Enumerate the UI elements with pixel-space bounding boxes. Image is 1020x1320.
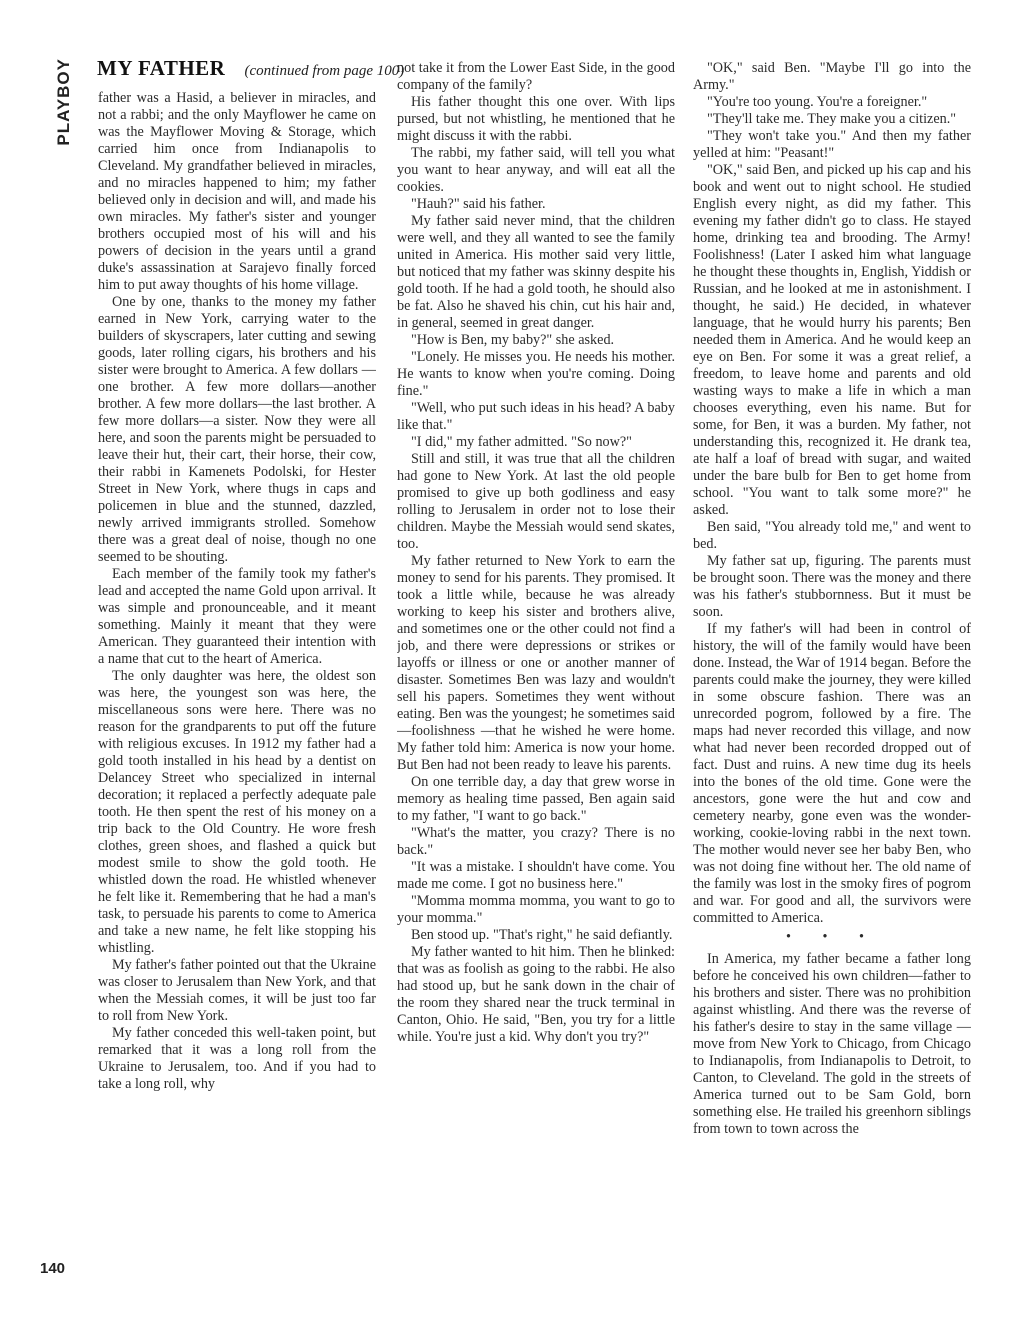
section-divider: • • • [786, 929, 878, 945]
paragraph: The rabbi, my father said, will tell you what you want to hear anyway, and will eat all the cookies. [397, 145, 675, 195]
magazine-side-label: PLAYBOY [54, 58, 73, 146]
paragraph: father was a Hasid, a believer in miracles, and not a rabbi; and the only Mayflower he came on was the Mayflower Moving & Storage, which carried him once from Indianapolis to Cleveland. My grandfather believed in miracles, and no miracles happened to him; my father believed only in decision and will, and made his own miracles. My father's sister and younger brothers occupied most of his will and his powers of decision in the years until a grand duke's assassination at Sarajevo finally forced him to put away thoughts of his home village. [98, 90, 376, 293]
paragraph: "Well, who put such ideas in his head? A baby like that." [397, 400, 675, 433]
paragraph: "What's the matter, you crazy? There is no back." [397, 825, 675, 858]
paragraph: Ben stood up. "That's right," he said defiantly. [411, 927, 673, 943]
paragraph: "It was a mistake. I shouldn't have come. You made me come. I got no business here." [397, 859, 675, 892]
paragraph: On one terrible day, a day that grew worse in memory as healing time passed, Ben again said to my father, "I want to go back." [397, 774, 675, 824]
paragraph: "Lonely. He misses you. He needs his mother. He wants to know when you're coming. Doing fine." [397, 349, 675, 399]
text-column-1 [98, 90, 376, 1276]
paragraph: "You're too young. You're a foreigner." [707, 94, 928, 110]
paragraph: "They'll take me. They make you a citizen." [707, 111, 957, 127]
paragraph: My father wanted to hit him. Then he blinked: that was as foolish as going to the rabbi. He also had stood up, but he sank down in the chair of the room they shared near the truck terminal in Canton, Ohio. He said, "Ben, you try for a little while. You're just a kid. Why don't you try?" [397, 944, 675, 1045]
paragraph: His father thought this one over. With lips pursed, but not whistling, he mentioned that he might discuss it with the rabbi. [397, 94, 675, 144]
paragraph: In America, my father became a father long before he conceived his own children—father to his brothers and sister. There was no prohibition against whistling. And there was the reverse of his father's desire to stay in the same village —move from New York to Chicago, from Chicago to Indianapolis, from Indianapolis to Detroit, to Canton, to Cleveland. The gold in the streets of America turned out to be Sam Gold, born something else. He trailed his greenhorn siblings from town to town across the [693, 951, 971, 1137]
page-number: 140 [40, 1260, 66, 1277]
paragraph: "How is Ben, my baby?" she asked. [411, 332, 615, 348]
paragraph: One by one, thanks to the money my father earned in New York, carrying water to the builders of skyscrapers, later cutting and sewing goods, later rolling cigars, his brothers and his sister were brought to America. A few dollars —one brother. A few more dollars—another brother. A few more dollars—the last brother. A few more dollars—a sister. Now they were all here, and soon the parents might be persuaded to leave their hut, their cart, their horse, their cow, their rabbi in Kamenets Podolski, for Hester Street in New York, where thugs in caps and policemen in blue and the stunned, dazzled, newly arrived immigrants strolled. Somehow there was a great deal of noise, though no one seemed to be shouting. [98, 294, 376, 565]
paragraph: If my father's will had been in control of history, the will of the family would have been done. Instead, the War of 1914 began. Before the parents could make the journey, they were killed in some obscure fashion. There was an unrecorded pogrom, followed by a fire. The maps had never recorded this village, and now what had never been recorded dropped out of fact. Dust and ruins. A new time dug its heels into the bones of the old time. Gone were the ancestors, gone were the hut and cow and cemetery nearby, gone even was the wonder-working, cookie-loving rabbi in the next town. The mother would never see her baby Ben, who was not doing fine without her. The old name of the family was lost in the smoky fires of pogrom and war. For good and all, the survivors were committed to America. [693, 621, 971, 926]
paragraph: My father sat up, figuring. The parents must be brought soon. There was the money and there was his father's stubbornness. But it must be soon. [693, 553, 971, 620]
paragraph: My father said never mind, that the children were well, and they all wanted to see the family united in America. His mother said very little, but noticed that my father was skinny despite his gold tooth. If he had a gold tooth, he should also be fat. Also he shaved his chin, cut his hair and, in general, seemed in great danger. [397, 213, 675, 331]
text-column-3 [693, 60, 971, 1276]
continued-note: (continued from page 100) [244, 63, 405, 79]
paragraph: not take it from the Lower East Side, in the good company of the family? [397, 60, 675, 93]
article-title: MY FATHER [97, 56, 226, 80]
paragraph: The only daughter was here, the oldest son was here, the youngest son was here, the miscellaneous sons were here. There was no reason for the grandparents to put off the future with religious excuses. In 1912 my father had a gold tooth installed in his head by a dentist on Delancey Street who specialized in internal decoration; it replaced a perfectly adequate pale tooth. He then spent the rest of his money on a trip back to the Old Country. He wore fresh clothes, green shoes, and flashed a quick but modest smile to show the gold tooth. He whistled down the road. He whistled whenever he felt like it. Remembering that he had a man's task, to persuade his parents to come to America and take a new name, he felt like stopping his whistling. [98, 668, 376, 956]
paragraph: "They won't take you." And then my father yelled at him: "Peasant!" [693, 128, 971, 161]
paragraph: Ben said, "You already told me," and went to bed. [693, 519, 971, 552]
paragraph: My father returned to New York to earn the money to send for his parents. They promised. It took a little while, because he was already working to keep his sister and brothers alive, and sometimes one or the other could not find a job, and there were depressions or strikes or layoffs or illness or one or another manner of disaster. Sometimes Ben was lazy and wouldn't sell his papers. Sometimes they went without eating. Ben was the youngest; he sometimes said—foolishness —that he wished he were home. My father told him: America is now your home. But Ben had not been ready to leave his parents. [397, 553, 675, 773]
paragraph: "OK," said Ben. "Maybe I'll go into the Army." [693, 60, 971, 93]
paragraph: "Momma momma momma, you want to go to your momma." [397, 893, 675, 926]
paragraph: Still and still, it was true that all the children had gone to New York. At last the old people promised to give up both godliness and easy rolling to Jerusalem in order not to lose their children. Maybe the Messiah would send skates, too. [397, 451, 675, 552]
paragraph: "OK," said Ben, and picked up his cap and his book and went out to night school. He studied English every night, as did my father. This evening my father didn't go to class. He stayed home, drinking tea and brooding. The Army! Foolishness! (Later I asked him what language he thought these thoughts in, English, Yiddish or Russian, and he looked at me in astonishment. I thought, he said.) He decided, in whatever language, that he would hurry his parents; Ben needed them in America. And he would keep an eye on Ben. For some it was a great relief, a freedom, to leave home and parents and old wasting ways to make a life in which a man chooses everything, even his name. But for some, for Ben, it was a burden. My father, not understanding this, recognized it. He drank tea, ate half a loaf of bread with sugar, and waited under the bare bulb for Ben to get home from school. "You want to talk some more?" he asked. [693, 162, 971, 518]
paragraph: "Hauh?" said his father. [411, 196, 546, 212]
text-column-2 [397, 60, 675, 1276]
paragraph: My father's father pointed out that the Ukraine was closer to Jerusalem than New York, and that when the Messiah comes, it will be just too far to roll from New York. [98, 957, 376, 1024]
paragraph: My father conceded this well-taken point, but remarked that it was a long roll from the Ukraine to Jerusalem, too. And if you had to take a long roll, why [98, 1025, 376, 1092]
paragraph: "I did," my father admitted. "So now?" [411, 434, 632, 450]
paragraph: Each member of the family took my father's lead and accepted the name Gold upon arrival. It was simple and pronounceable, and it meant something. Mainly it meant that they were American. They guaranteed their intention with a name that cut to the heart of America. [98, 566, 376, 667]
